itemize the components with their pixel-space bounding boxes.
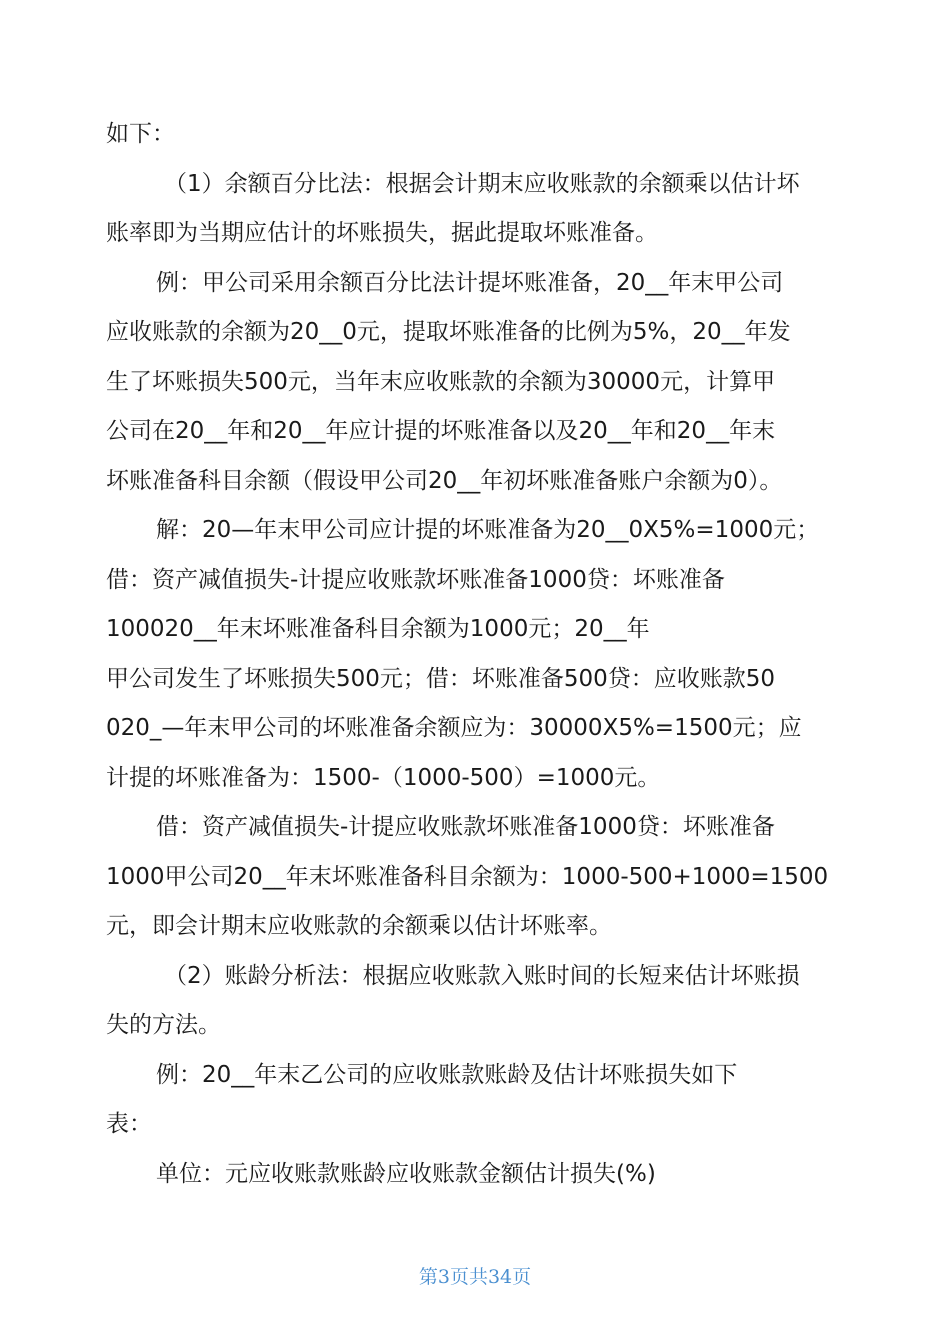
paragraph-line: 020_—年末甲公司的坏账准备余额应为：30000X5%=1500元；应 xyxy=(106,715,802,741)
paragraph-line: 失的方法。 xyxy=(106,1012,221,1038)
paragraph-line: 计提的坏账准备为：1500-（1000-500）=1000元。 xyxy=(106,764,661,791)
paragraph-line: 坏账准备科目余额（假设甲公司20__年初坏账准备账户余额为0）。 xyxy=(106,467,783,494)
paragraph-line: 100020__年末坏账准备科目余额为1000元；20__年 xyxy=(106,616,650,642)
paragraph-line: 甲公司发生了坏账损失500元；借：坏账准备500贷：应收账款50 xyxy=(106,665,776,692)
paragraph-line: 例：甲公司采用余额百分比法计提坏账准备，20__年末甲公司 xyxy=(156,269,784,296)
paragraph-line: （2）账龄分析法：根据应收账款入账时间的长短来估计坏账损 xyxy=(164,962,800,989)
paragraph-line: 借：资产减值损失-计提应收账款坏账准备1000贷：坏账准备 xyxy=(106,566,725,593)
paragraph-line: 借：资产减值损失-计提应收账款坏账准备1000贷：坏账准备 xyxy=(156,814,775,840)
paragraph-line: 1000甲公司20__年末坏账准备科目余额为：1000-500+1000=1500 xyxy=(106,863,829,890)
page-number-footer: 第3页共34页 xyxy=(418,1266,532,1288)
paragraph-line: 单位：元应收账款账龄应收账款金额估计损失(%) xyxy=(156,1160,656,1187)
paragraph-line: 应收账款的余额为20__0元，提取坏账准备的比例为5%，20__年发 xyxy=(106,319,791,345)
paragraph-line: 账率即为当期应估计的坏账损失，据此提取坏账准备。 xyxy=(106,220,658,246)
document-body xyxy=(106,110,866,1199)
paragraph-line: 如下： xyxy=(106,121,175,147)
paragraph-line: 表： xyxy=(106,1111,152,1137)
paragraph-line: （1）余额百分比法：根据会计期末应收账款的余额乘以估计坏 xyxy=(164,170,800,197)
paragraph-line: 公司在20__年和20__年应计提的坏账准备以及20__年和20__年末 xyxy=(106,418,776,444)
paragraph-line: 例：20__年末乙公司的应收账款账龄及估计坏账损失如下 xyxy=(156,1061,738,1088)
paragraph-line: 生了坏账损失500元，当年末应收账款的余额为30000元，计算甲 xyxy=(106,368,776,395)
paragraph-line: 元，即会计期末应收账款的余额乘以估计坏账率。 xyxy=(106,913,612,939)
paragraph-line: 解：20—年末甲公司应计提的坏账准备为20__0X5%=1000元； xyxy=(156,517,820,543)
